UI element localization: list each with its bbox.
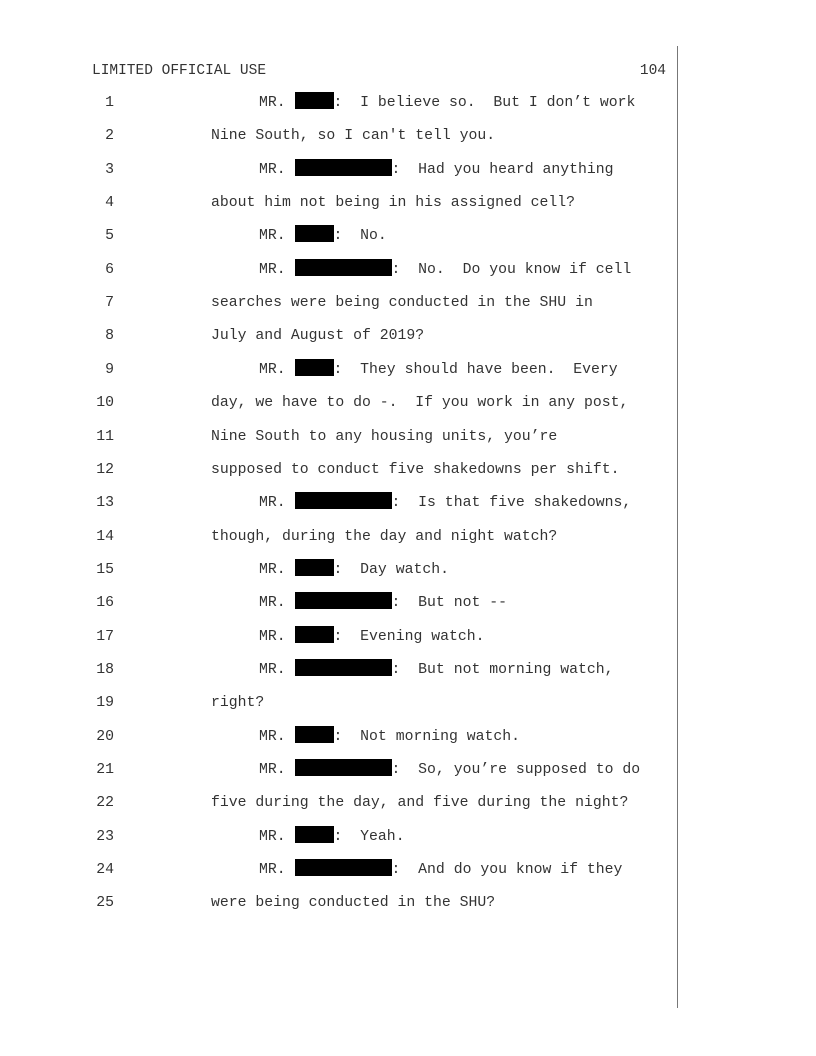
transcript-line [0, 125, 676, 147]
line-content: : Not morning watch. [333, 728, 521, 745]
line-number: 18 [96, 661, 114, 678]
line-content: July and August of 2019? [211, 328, 425, 345]
transcript-line [0, 92, 676, 114]
transcript-line [0, 159, 676, 181]
transcript-line [0, 592, 676, 614]
transcript-line [0, 492, 676, 514]
line-text [211, 426, 557, 448]
transcript-line [0, 726, 676, 748]
line-number: 9 [105, 361, 114, 378]
line-text [259, 592, 507, 614]
line-content: supposed to conduct five shakedowns per shift. [211, 461, 620, 478]
line-text [211, 792, 628, 814]
line-text [259, 859, 622, 881]
redaction-box [295, 859, 392, 876]
redaction-box [295, 759, 392, 776]
speaker-title: MR. [259, 561, 295, 578]
redaction-box [295, 626, 334, 643]
line-content: : Had you heard anything [391, 161, 614, 178]
classification-marking: LIMITED OFFICIAL USE [92, 63, 267, 79]
line-content: : But not morning watch, [391, 661, 614, 678]
redaction-box [295, 159, 392, 176]
line-content: were being conducted in the SHU? [211, 895, 496, 912]
transcript-line [0, 859, 676, 881]
redaction-box [295, 659, 392, 676]
line-number: 23 [96, 828, 114, 845]
speaker-title: MR. [259, 762, 295, 778]
line-text [259, 659, 614, 681]
line-number: 17 [96, 628, 114, 645]
speaker-title: MR. [259, 628, 295, 645]
line-content: : No. Do you know if cell [391, 261, 632, 278]
line-content: day, we have to do -. If you work in any post, [211, 395, 629, 412]
line-text [211, 192, 575, 214]
line-number: 8 [105, 328, 114, 345]
line-text [211, 459, 619, 481]
line-number: 19 [96, 695, 114, 712]
line-content: Nine South to any housing units, you’re [211, 428, 558, 445]
line-number: 1 [105, 95, 114, 111]
speaker-title: MR. [259, 228, 295, 245]
transcript-line [0, 792, 676, 814]
line-number: 3 [105, 161, 114, 178]
transcript-line [0, 192, 676, 214]
line-text [259, 92, 635, 114]
line-text [211, 392, 628, 414]
line-content: about him not being in his assigned cell? [211, 195, 576, 212]
transcript-line [0, 426, 676, 448]
line-text [211, 692, 264, 714]
redaction-box [295, 92, 334, 109]
line-content: : Yeah. [333, 828, 405, 845]
transcript-line [0, 459, 676, 481]
line-text [259, 559, 449, 581]
line-text [259, 726, 520, 748]
line-text [259, 259, 631, 281]
transcript-line [0, 892, 676, 914]
line-content: : No. [333, 228, 387, 245]
line-number: 24 [96, 862, 114, 879]
redaction-box [295, 259, 392, 276]
line-content: : Evening watch. [333, 628, 485, 645]
transcript-line [0, 826, 676, 848]
line-text [259, 492, 631, 514]
transcript-line [0, 692, 676, 714]
redaction-box [295, 826, 334, 843]
transcript-line [0, 259, 676, 281]
speaker-title: MR. [259, 261, 295, 278]
line-number: 20 [96, 728, 114, 745]
transcript-line [0, 559, 676, 581]
redaction-box [295, 592, 392, 609]
line-number: 25 [96, 895, 114, 912]
transcript-line [0, 359, 676, 381]
line-text [211, 292, 593, 314]
line-text [259, 225, 387, 247]
line-content: right? [211, 695, 265, 712]
line-text [211, 125, 495, 147]
transcript-line [0, 392, 676, 414]
speaker-title: MR. [259, 361, 295, 378]
line-number: 5 [105, 228, 114, 245]
line-number: 22 [96, 795, 114, 812]
speaker-title: MR. [259, 161, 295, 178]
line-content: : So, you’re supposed to do [391, 762, 641, 778]
line-text [211, 892, 495, 914]
line-content: : And do you know if they [391, 862, 623, 879]
line-number: 15 [96, 561, 114, 578]
page-number: 104 [639, 63, 666, 79]
speaker-title: MR. [259, 661, 295, 678]
line-number: 2 [105, 128, 114, 145]
speaker-title: MR. [259, 495, 295, 512]
transcript-line [0, 759, 676, 781]
speaker-title: MR. [259, 95, 295, 111]
line-text [259, 759, 640, 781]
redaction-box [295, 359, 334, 376]
speaker-title: MR. [259, 728, 295, 745]
line-number: 14 [96, 528, 114, 545]
line-number: 13 [96, 495, 114, 512]
line-number: 16 [96, 595, 114, 612]
redaction-box [295, 726, 334, 743]
transcript-line [0, 225, 676, 247]
line-text [259, 359, 618, 381]
line-number: 7 [105, 295, 114, 312]
line-content: five during the day, and five during the night? [211, 795, 629, 812]
speaker-title: MR. [259, 828, 295, 845]
line-content: : Day watch. [333, 561, 449, 578]
line-text [211, 526, 557, 548]
line-number: 6 [105, 261, 114, 278]
line-text [259, 626, 484, 648]
redaction-box [295, 225, 334, 242]
line-text [259, 159, 614, 181]
transcript-line [0, 659, 676, 681]
transcript-line [0, 292, 676, 314]
line-content: : I believe so. But I don’t work [333, 95, 636, 111]
line-content: : They should have been. Every [333, 361, 618, 378]
line-number: 4 [105, 195, 114, 212]
line-content: : Is that five shakedowns, [391, 495, 632, 512]
line-number: 10 [96, 395, 114, 412]
line-number: 11 [96, 428, 114, 445]
line-content: though, during the day and night watch? [211, 528, 558, 545]
line-number: 12 [96, 461, 114, 478]
speaker-title: MR. [259, 862, 295, 879]
transcript-line [0, 626, 676, 648]
line-text [211, 325, 424, 347]
redaction-box [295, 492, 392, 509]
transcript-line [0, 325, 676, 347]
speaker-title: MR. [259, 595, 295, 612]
redaction-box [295, 559, 334, 576]
line-content: : But not -- [391, 595, 507, 612]
line-content: searches were being conducted in the SHU in [211, 295, 593, 312]
line-number: 21 [96, 762, 114, 778]
line-text [259, 826, 405, 848]
line-content: Nine South, so I can't tell you. [211, 128, 496, 145]
transcript-line [0, 526, 676, 548]
